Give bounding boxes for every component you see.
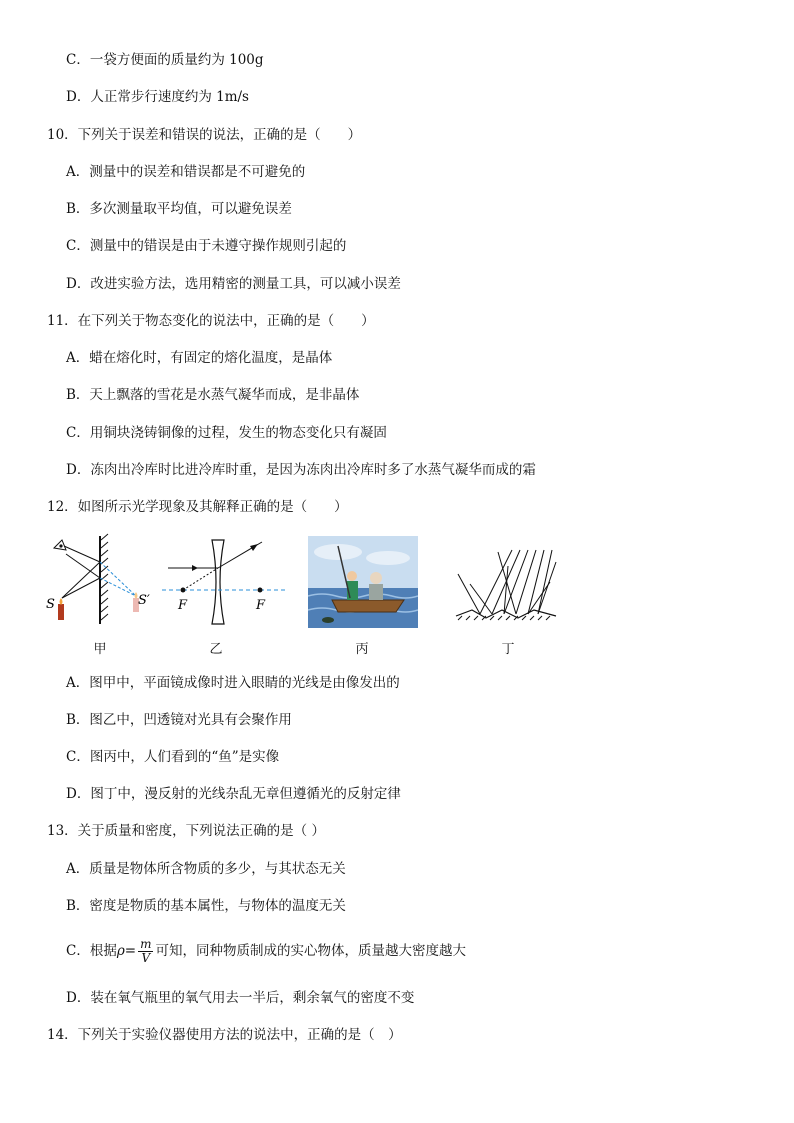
q13-option-c-prefix: C．根据	[66, 943, 117, 959]
q13-option-d: D．装在氧气瓶里的氧气用去一半后，剩余氧气的密度不变	[66, 990, 415, 1006]
q11-stem: 11．在下列关于物态变化的说法中，正确的是（ ）	[47, 313, 375, 329]
q10-option-c: C．测量中的错误是由于未遵守操作规则引起的	[66, 238, 347, 254]
rho-symbol: ρ	[116, 943, 125, 959]
figure-ding-diffuse-reflection	[452, 532, 562, 632]
q12-figures	[44, 532, 564, 660]
figure-jia-plane-mirror	[44, 532, 154, 632]
figure-bing-fishing-scene	[308, 532, 418, 632]
q13-stem: 13．关于质量和密度，下列说法正确的是（ ）	[47, 823, 325, 839]
q12-option-b: B．图乙中，凹透镜对光具有会聚作用	[66, 712, 292, 728]
fraction-numerator: m	[140, 937, 152, 951]
label-s: S	[46, 597, 55, 612]
q9-option-c: C．一袋方便面的质量约为 100g	[66, 52, 264, 68]
figure-label-jia: 甲	[93, 642, 107, 657]
q13-option-a: A．质量是物体所含物质的多少，与其状态无关	[66, 861, 346, 877]
q11-option-c: C．用铜块浇铸铜像的过程，发生的物态变化只有凝固	[66, 425, 387, 441]
q12-option-d: D．图丁中，漫反射的光线杂乱无章但遵循光的反射定律	[66, 786, 401, 802]
q10-option-d: D．改进实验方法，选用精密的测量工具，可以减小误差	[66, 276, 401, 292]
label-f-right: F	[256, 598, 266, 613]
q9-option-d: D．人正常步行速度约为 1m/s	[66, 89, 249, 105]
q12-option-c: C．图丙中，人们看到的“鱼”是实像	[66, 749, 280, 765]
q13-option-c	[66, 934, 466, 968]
q10-option-b: B．多次测量取平均值，可以避免误差	[66, 201, 292, 217]
q10-option-a: A．测量中的误差和错误都是不可避免的	[66, 164, 306, 180]
density-fraction	[138, 938, 153, 965]
fish-icon	[322, 617, 334, 623]
q12-option-a: A．图甲中，平面镜成像时进入眼睛的光线是由像发出的	[66, 675, 400, 691]
q13-option-b: B．密度是物质的基本属性，与物体的温度无关	[66, 898, 346, 914]
boat-icon	[332, 600, 404, 612]
q12-stem: 12．如图所示光学现象及其解释正确的是（ ）	[47, 499, 348, 515]
q14-stem: 14．下列关于实验仪器使用方法的说法中，正确的是（ ）	[47, 1027, 402, 1043]
figure-label-ding: 丁	[501, 642, 515, 657]
label-s-prime: S′	[138, 593, 150, 608]
figure-label-bing: 丙	[355, 642, 369, 657]
q11-option-b: B．天上飘落的雪花是水蒸气凝华而成，是非晶体	[66, 387, 360, 403]
q11-option-a: A．蜡在熔化时，有固定的熔化温度，是晶体	[66, 350, 333, 366]
label-f-left: F	[178, 598, 188, 613]
q11-option-d: D．冻肉出冷库时比进冷库时重，是因为冻肉出冷库时多了水蒸气凝华而成的霜	[66, 462, 536, 478]
q10-stem: 10．下列关于误差和错误的说法，正确的是（ ）	[47, 127, 362, 143]
fraction-denominator: V	[141, 951, 151, 965]
figure-label-yi: 乙	[209, 642, 223, 657]
candle-icon	[58, 604, 64, 620]
equals-sign: =	[124, 943, 137, 959]
figure-yi-concave-lens	[162, 532, 292, 632]
q13-option-c-suffix: 可知，同种物质制成的实心物体，质量越大密度越大	[155, 943, 466, 959]
